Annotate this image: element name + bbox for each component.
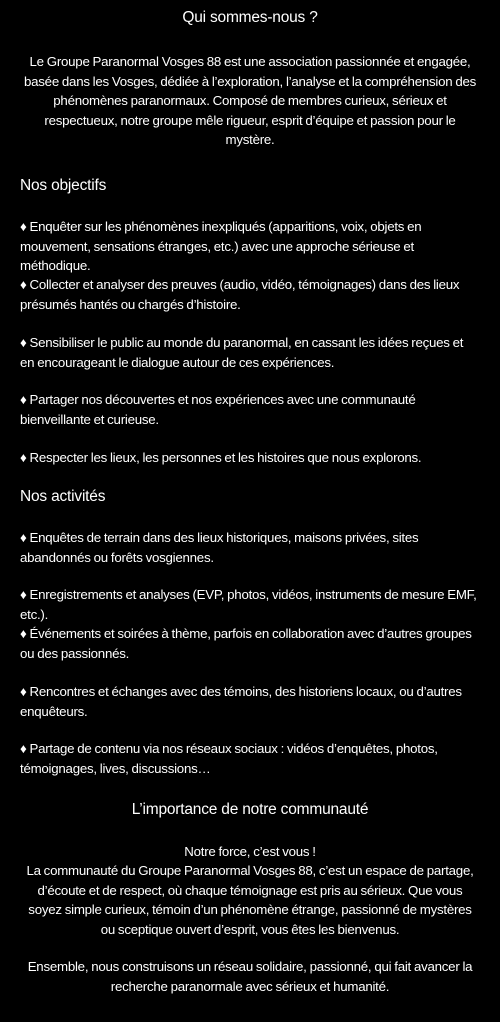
- activity-item: ♦ Enquêtes de terrain dans des lieux historiques, maisons privées, sites abandonnés ou forêts vosgiennes.: [20, 530, 419, 565]
- community-closing: Ensemble, nous construisons un réseau solidaire, passionné, qui fait avancer la recherche paranormale avec sérieux et humanité.: [27, 959, 473, 994]
- activity-item: ♦ Enregistrements et analyses (EVP, photos, vidéos, instruments de mesure EMF, etc.).: [20, 587, 477, 622]
- community-body: La communauté du Groupe Paranormal Vosges 88, c’est un espace de partage, d’écoute et de respect, où chaque témoignage est pris au sérieux. Que vous soyez simple curieux, témoin d’un phénomène étrange, passionné de mystères ou sceptique ouvert d’esprit, vous êtes les bienvenus.: [26, 863, 474, 937]
- objective-item: ♦ Partager nos découvertes et nos expériences avec une communauté bienveillante et curieuse.: [20, 392, 416, 427]
- about-intro: Le Groupe Paranormal Vosges 88 est une association passionnée et engagée, basée dans les Vosges, dédiée à l’exploration, l’analyse et la compréhension des phénomènes paranormaux. Composé de membres curieux, sérieux et respectueux, notre groupe mêle rigueur, esprit d’équipe et passion pour le mystère.: [23, 54, 477, 147]
- activity-item: ♦ Événements et soirées à thème, parfois en collaboration avec d’autres groupes ou des passionnés.: [20, 626, 472, 661]
- objective-item: ♦ Sensibiliser le public au monde du paranormal, en cassant les idées reçues et en encourageant le dialogue autour de ces expériences.: [20, 335, 464, 370]
- objective-item: ♦ Respecter les lieux, les personnes et les histoires que nous explorons.: [20, 450, 422, 465]
- about-title: Qui sommes-nous ?: [182, 9, 318, 26]
- objective-item: ♦ Collecter et analyser des preuves (audio, vidéo, témoignages) dans des lieux présumés hantés ou chargés d’histoire.: [20, 277, 460, 312]
- activity-item: ♦ Partage de contenu via nos réseaux sociaux : vidéos d’enquêtes, photos, témoignages, lives, discussions…: [20, 741, 438, 776]
- community-lead: Notre force, c’est vous !: [184, 844, 316, 859]
- activities-heading: Nos activités: [20, 488, 106, 505]
- activity-item: ♦ Rencontres et échanges avec des témoins, des historiens locaux, ou d’autres enquêteurs.: [20, 684, 462, 719]
- objectives-heading: Nos objectifs: [20, 177, 107, 194]
- objective-item: ♦ Enquêter sur les phénomènes inexpliqués (apparitions, voix, objets en mouvement, sensations étranges, etc.) avec une approche sérieuse et méthodique.: [20, 219, 422, 273]
- community-heading: L’importance de notre communauté: [131, 801, 369, 818]
